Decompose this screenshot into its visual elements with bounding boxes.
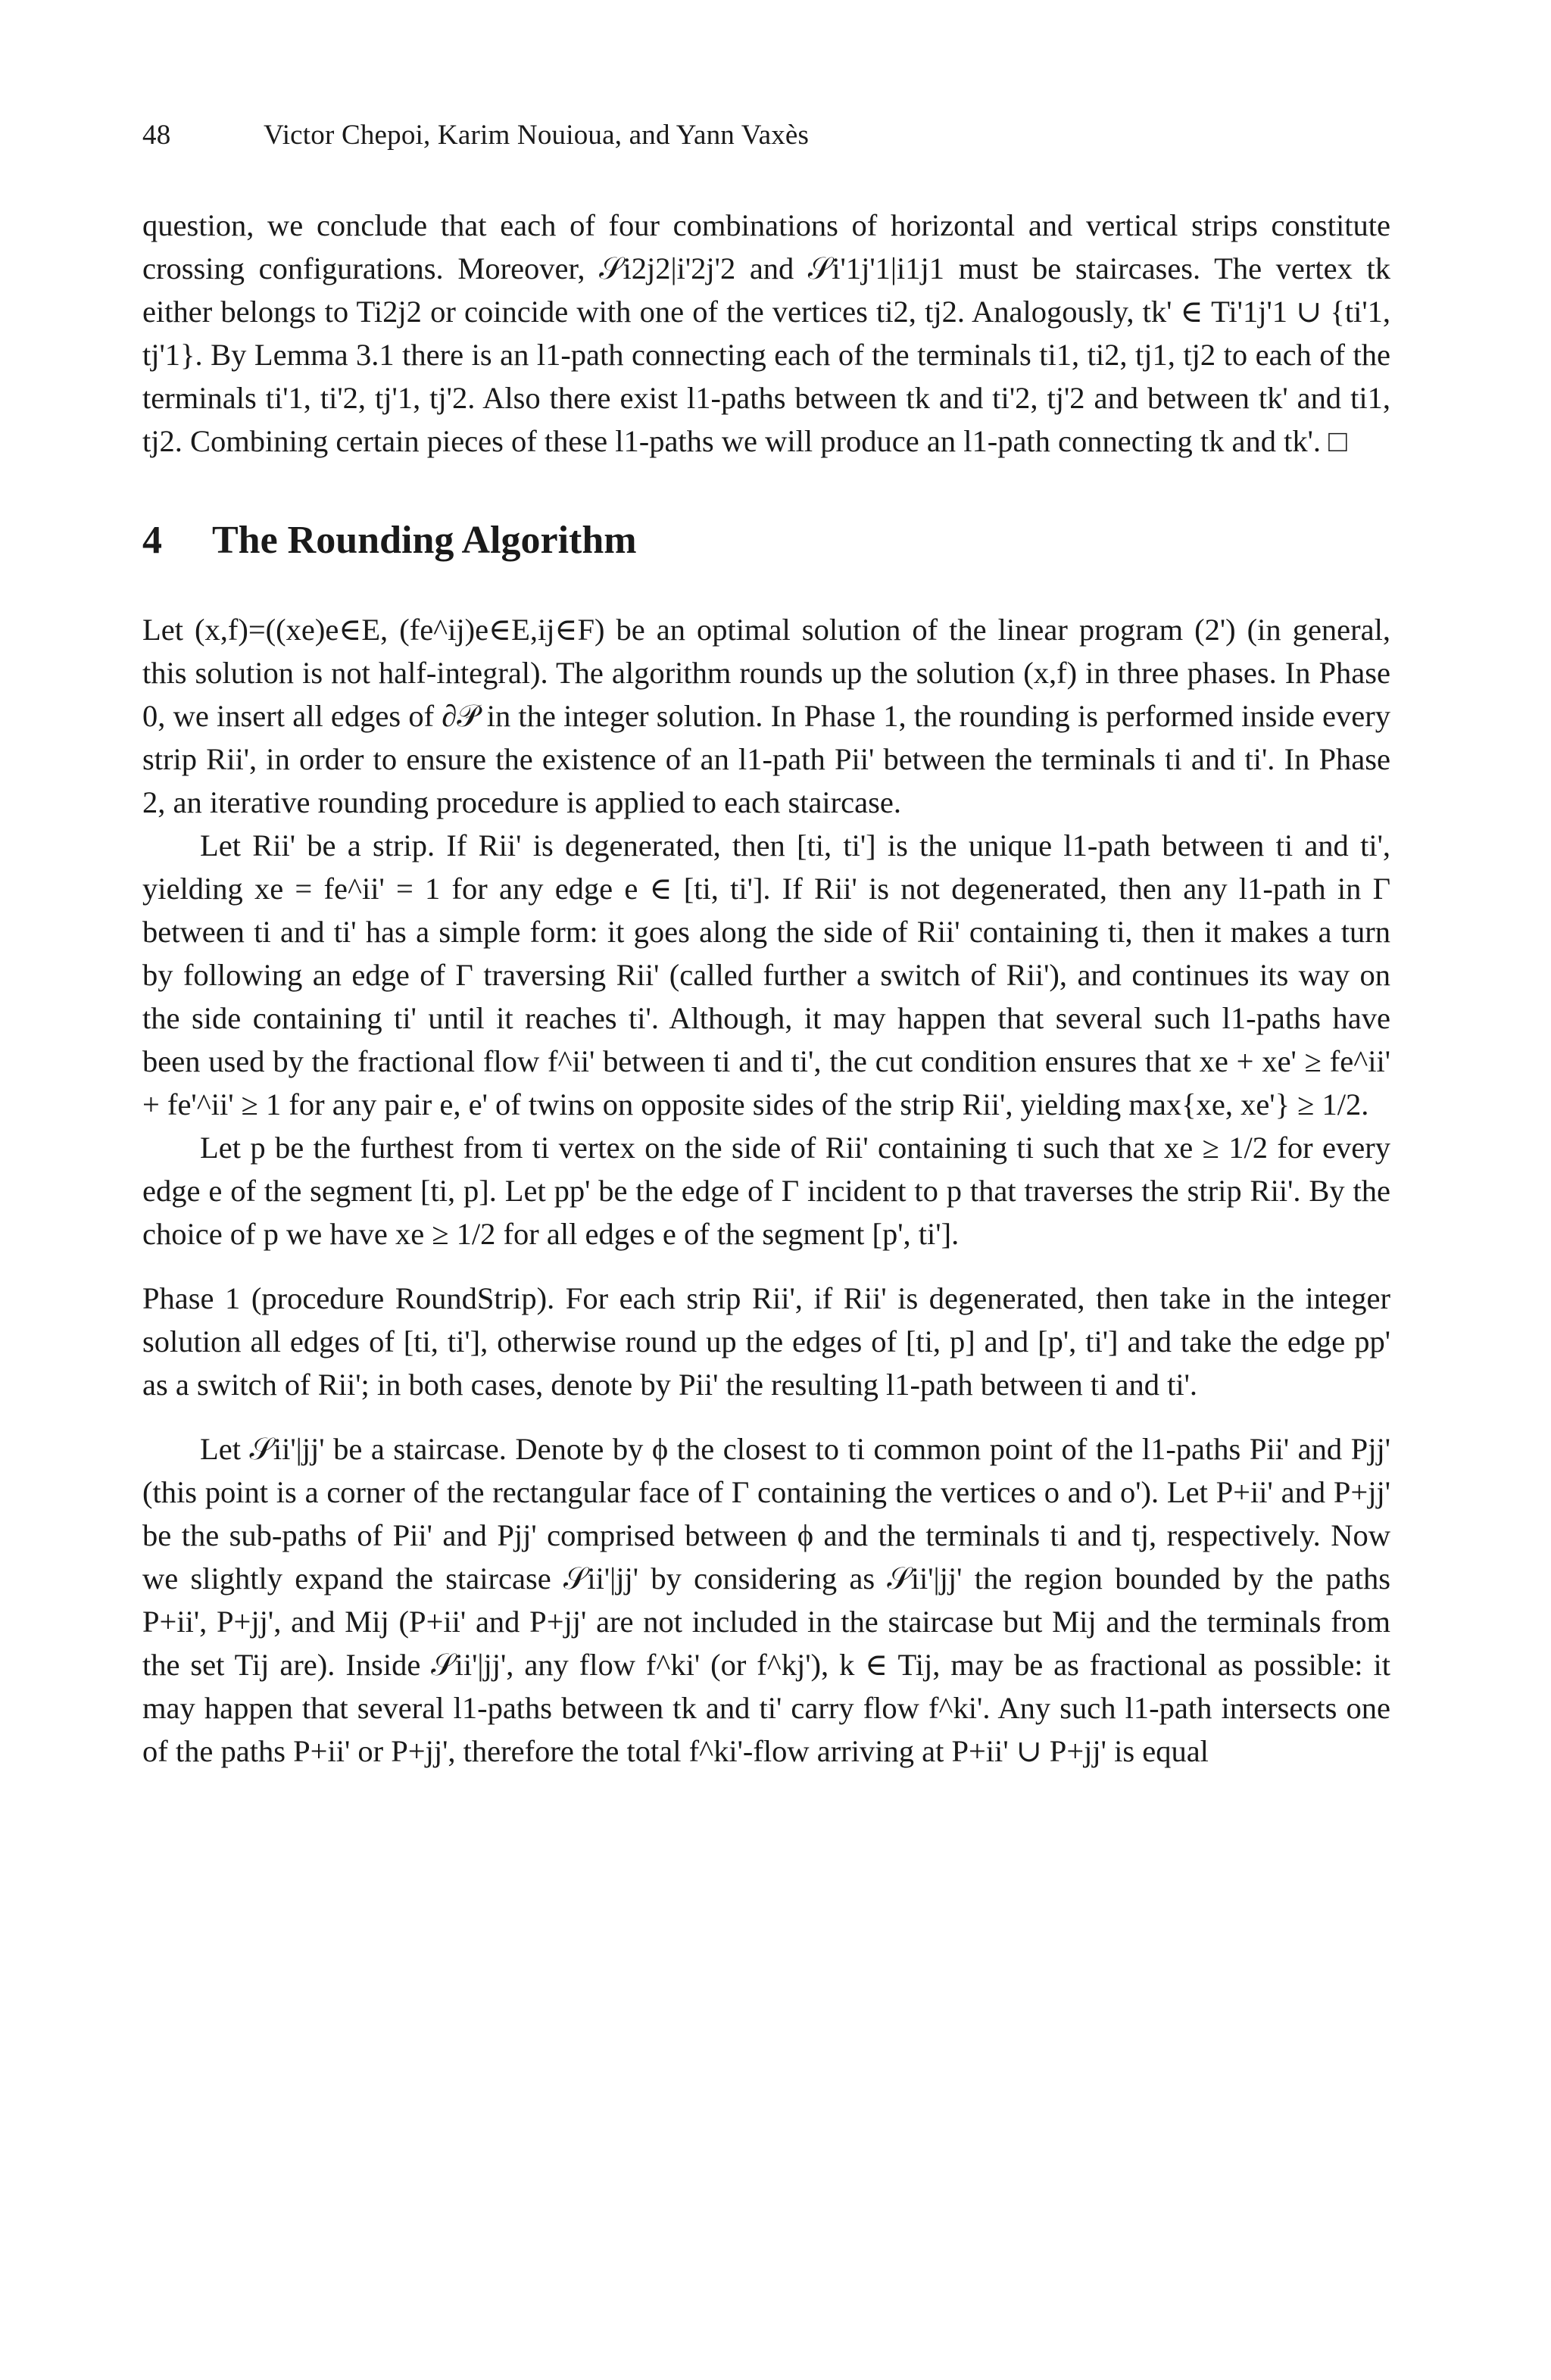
page-number: 48 — [142, 120, 171, 151]
paragraph: question, we conclude that each of four combinations of horizontal and vertical strips constitute crossing configurations. Moreover, 𝒮i2j2|i'2j'2 and 𝒮i'1j'1|i1j1 must be staircases. The vertex tk either belongs to Ti2j2 or coincide with one of the vertices ti2, tj2. Analogously, tk' ∈ Ti'1j'1 ∪ {ti'1, tj'1}. By Lemma 3.1 there is an l1-path connecting each of the terminals ti1, ti2, tj1, tj2 to each of the terminals ti'1, ti'2, tj'1, tj'2. Also there exist l1-paths between tk and ti'2, tj'2 and between tk' and ti1, tj2. Combining certain pieces of these l1-paths we will produce an l1-path connecting tk and tk'. □ — [142, 208, 1390, 458]
paragraph: Let 𝒮ii'|jj' be a staircase. Denote by ϕ the closest to ti common point of the l1-paths Pii' and Pjj' (this point is a corner of the rectangular face of Γ containing the vertices o and o'). Let P+ii' and P+jj' be the sub-paths of Pii' and Pjj' comprised between ϕ and the terminals ti and tj, respectively. Now we slightly expand the staircase 𝒮ii'|jj' by considering as 𝒮ii'|jj' the region bounded by the paths P+ii', P+jj', and Mij (P+ii' and P+jj' are not included in the staircase but Mij and the terminals from the set Tij are). Inside 𝒮ii'|jj', any flow f^ki' (or f^kj'), k ∈ Tij, may be as fractional as possible: it may happen that several l1-paths between tk and ti' carry flow f^ki'. Any such l1-path intersects one of the paths P+ii' or P+jj', therefore the total f^ki'-flow arriving at P+ii' ∪ P+jj' is equal — [142, 1432, 1390, 1768]
section-heading — [142, 516, 1390, 566]
section-title: The Rounding Algorithm — [212, 519, 637, 562]
paragraph: Let Rii' be a strip. If Rii' is degenerated, then [ti, ti'] is the unique l1-path between ti and ti', yielding xe = fe^ii' = 1 for any edge e ∈ [ti, ti']. If Rii' is not degenerated, then any l1-path in Γ between ti and ti' has a simple form: it goes along the side of Rii' containing ti, then it makes a turn by following an edge of Γ traversing Rii' (called further a switch of Rii'), and continues its way on the side containing ti' until it reaches ti'. Although, it may happen that several such l1-paths have been used by the fractional flow f^ii' between ti and ti', the cut condition ensures that xe + xe' ≥ fe^ii' + fe'^ii' ≥ 1 for any pair e, e' of twins on opposite sides of the strip Rii', yielding max{xe, xe'} ≥ 1/2. — [142, 828, 1390, 1121]
section-number: 4 — [142, 519, 162, 562]
running-header — [142, 114, 1390, 157]
author-line: Victor Chepoi, Karim Nouioua, and Yann Vaxès — [264, 120, 810, 151]
page — [142, 114, 1390, 1773]
paragraph: Let (x,f)=((xe)e∈E, (fe^ij)e∈E,ij∈F) be an optimal solution of the linear program (2') (in general, this solution is not half-integral). The algorithm rounds up the solution (x,f) in three phases. In Phase 0, we insert all edges of ∂𝒫 in the integer solution. In Phase 1, the rounding is performed inside every strip Rii', in order to ensure the existence of an l1-path Pii' between the terminals ti and ti'. In Phase 2, an iterative rounding procedure is applied to each staircase. — [142, 613, 1390, 819]
paragraph-phase-1: Phase 1 (procedure RoundStrip). For each strip Rii', if Rii' is degenerated, then take in the integer solution all edges of [ti, ti'], otherwise round up the edges of [ti, p] and [p', ti'] and take the edge pp' as a switch of Rii'; in both cases, denote by Pii' the resulting l1-path between ti and ti'. — [142, 1281, 1390, 1402]
paragraph: Let p be the furthest from ti vertex on the side of Rii' containing ti such that xe ≥ 1/2 for every edge e of the segment [ti, p]. Let pp' be the edge of Γ incident to p that traverses the strip Rii'. By the choice of p we have xe ≥ 1/2 for all edges e of the segment [p', ti']. — [142, 1131, 1390, 1251]
